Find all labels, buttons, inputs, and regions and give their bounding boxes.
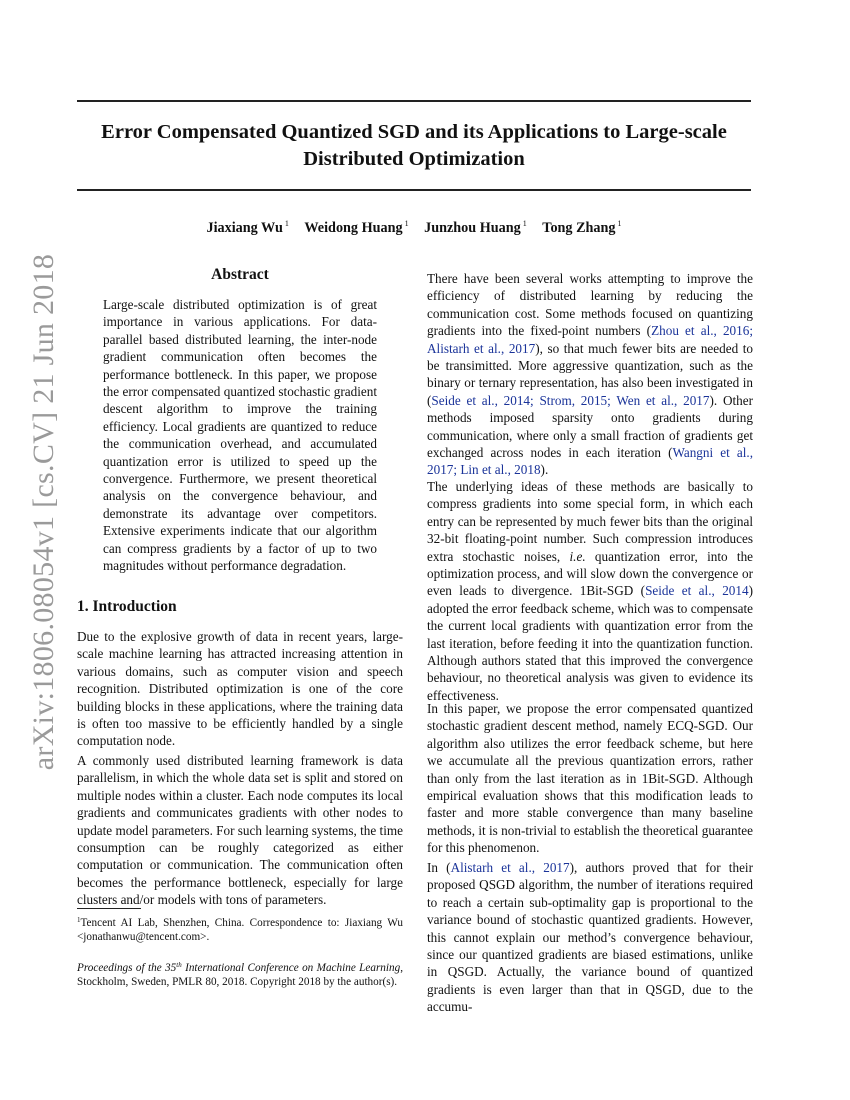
proceedings-note xyxy=(77,958,403,989)
proceedings-prefix: Proceedings of the 35 xyxy=(77,962,177,974)
affiliation-footnote xyxy=(77,913,403,944)
author xyxy=(542,220,621,236)
body-text: ), authors proved that for their proposed QSGD algorithm, the number of iterations required to reach a certain sub-optimality gap is proportional to the variance bound of stochastic quantized gradients. However, this cannot explain our method’s convergence behaviour, since our quantized gradients are biased estimations, unlike in QSGD. Actually, the variance bound of quantized gradients is even larger than that in QSGD, due to the accumu- xyxy=(427,860,753,1015)
author-name: Weidong Huang xyxy=(304,220,403,236)
body-text: ). Other methods imposed sparsity onto gradients during communication, where only a small fraction of gradients get exchanged across nodes in each iteration ( xyxy=(427,392,753,461)
author-affiliation-mark: 1 xyxy=(284,219,289,228)
citation-link[interactable]: Zhou et al., 2016; Alistarh et al., 2017 xyxy=(427,323,753,356)
citation-link[interactable]: Alistarh et al., 2017 xyxy=(450,860,570,875)
author-name: Jiaxiang Wu xyxy=(206,220,283,236)
body-text: There have been several works attempting to improve the efficiency of distributed learning by reducing the communication cost. Some methods focused on quantizing gradients into the fixed-point numbers ( xyxy=(427,271,753,339)
citation-link[interactable]: Seide et al., 2014; Strom, 2015; Wen et al., 2017 xyxy=(431,392,710,408)
author-list xyxy=(77,219,751,237)
title-top-rule xyxy=(77,100,751,102)
body-text: The underlying ideas of these methods are basically to compress gradients into some special form, in which each entry can be represented by much fewer bits than the original 32-bit floating-point number. Such compression introduces extra stochastic noises, xyxy=(427,479,753,564)
proceedings-conference: International Conference on Machine Learning xyxy=(181,962,401,974)
citation-link[interactable]: Wangni et al., 2017; Lin et al., 2018 xyxy=(427,445,753,478)
intro-paragraph-2: A commonly used distributed learning framework is data parallelism, in which the whole data set is split and stored on multiple nodes within a cluster. Each node computes its local gradients and communicates gradients with other nodes to update model parameters. For such learning systems, the time consumption can be roughly categorized as either computation or communication. The communication often becomes the performance bottleneck, especially for large clusters and/or models with tons of parameters. xyxy=(77,753,403,908)
author-name: Junzhou Huang xyxy=(424,220,521,236)
author-name: Tong Zhang xyxy=(542,220,616,236)
author-affiliation-mark: 1 xyxy=(617,219,622,228)
body-text: ), so that much fewer bits are needed to be transimitted. More aggressive quantization, such as the binary or ternary representation, has also been investigated in ( xyxy=(427,340,753,408)
body-text: quantization error, into the optimization process, and will slow down the convergence or even leads to divergence. 1Bit-SGD ( xyxy=(427,548,754,599)
title-line-2: Distributed Optimization xyxy=(303,148,525,170)
citation-link[interactable]: Seide et al., 2014 xyxy=(645,583,749,599)
footnote-mark: 1 xyxy=(77,916,81,924)
paper-title xyxy=(77,119,751,173)
body-paragraph-2 xyxy=(427,478,753,704)
abstract-text: Large-scale distributed optimization is of great importance in various applications. For data-parallel based distributed learning, the inter-node gradient communication often becomes the performance bottleneck. In this paper, we propose the error compensated quantized stochastic gradient descent algorithm to improve the training efficiency. Local gradients are quantized to reduce the communication overhead, and accumulated quantization error is utilized to speed up the convergence. Furthermore, we present theoretical analysis on the convergence behaviour, and demonstrate its advantage over competitors. Extensive experiments indicate that our algorithm can compress gradients by a factor of up to two magnitudes without performance degradation. xyxy=(103,297,377,574)
footnote-rule xyxy=(77,908,141,909)
body-paragraph-1 xyxy=(427,270,753,479)
italic-text: i.e. xyxy=(569,548,586,564)
body-text: In ( xyxy=(427,860,451,875)
body-text: In this paper, we propose the error compensated quantized stochastic gradient descent method, namely ECQ-SGD. Our algorithm also utilizes the error feedback scheme, but here we accumulate all the previous quantization errors, rather than only from the last iteration as in 1Bit-SGD. Although empirical evaluation shows that this modification leads to faster and more stable convergence than many baseline methods, it is non-trivial to establish the theoretical guarantee for this phenomenon. xyxy=(427,701,753,856)
author-affiliation-mark: 1 xyxy=(522,219,527,228)
footnote-text: Tencent AI Lab, Shenzhen, China. Correspondence to: Jiaxiang Wu <jonathanwu@tencent.com>. xyxy=(77,917,403,944)
section-heading-introduction: 1. Introduction xyxy=(77,598,177,615)
title-line-1: Error Compensated Quantized SGD and its Applications to Large-scale xyxy=(101,121,727,143)
proceedings-ordinal: th xyxy=(176,961,182,969)
abstract-heading: Abstract xyxy=(211,266,269,283)
proceedings-details: , Stockholm, Sweden, PMLR 80, 2018. Copyright 2018 by the author(s). xyxy=(77,962,403,989)
author-affiliation-mark: 1 xyxy=(404,219,409,228)
body-text: ). xyxy=(540,462,549,478)
title-bottom-rule xyxy=(77,189,751,191)
body-paragraph-3 xyxy=(427,700,753,857)
author xyxy=(424,220,527,236)
author xyxy=(304,220,408,236)
intro-paragraph-1: Due to the explosive growth of data in recent years, large-scale machine learning has attracted increasing attention in various domains, such as computer vision and speech recognition. Distributed optimization is one of the core building blocks in these applications, where the training data is often too massive to be efficiently handled by a single computation node. xyxy=(77,629,403,749)
author xyxy=(207,220,289,236)
body-paragraph-4 xyxy=(427,859,753,1016)
body-text: ) adopted the error feedback scheme, which was to compensate the current local gradients with quantization error from the last iteration, before feeding it into the quantization function. Although authors stated that this improved the convergence behaviour, no theoretical analysis was given to evidence its effectiveness. xyxy=(427,583,753,703)
arxiv-stamp: arXiv:1806.08054v1 [cs.CV] 21 Jun 2018 xyxy=(27,253,60,771)
